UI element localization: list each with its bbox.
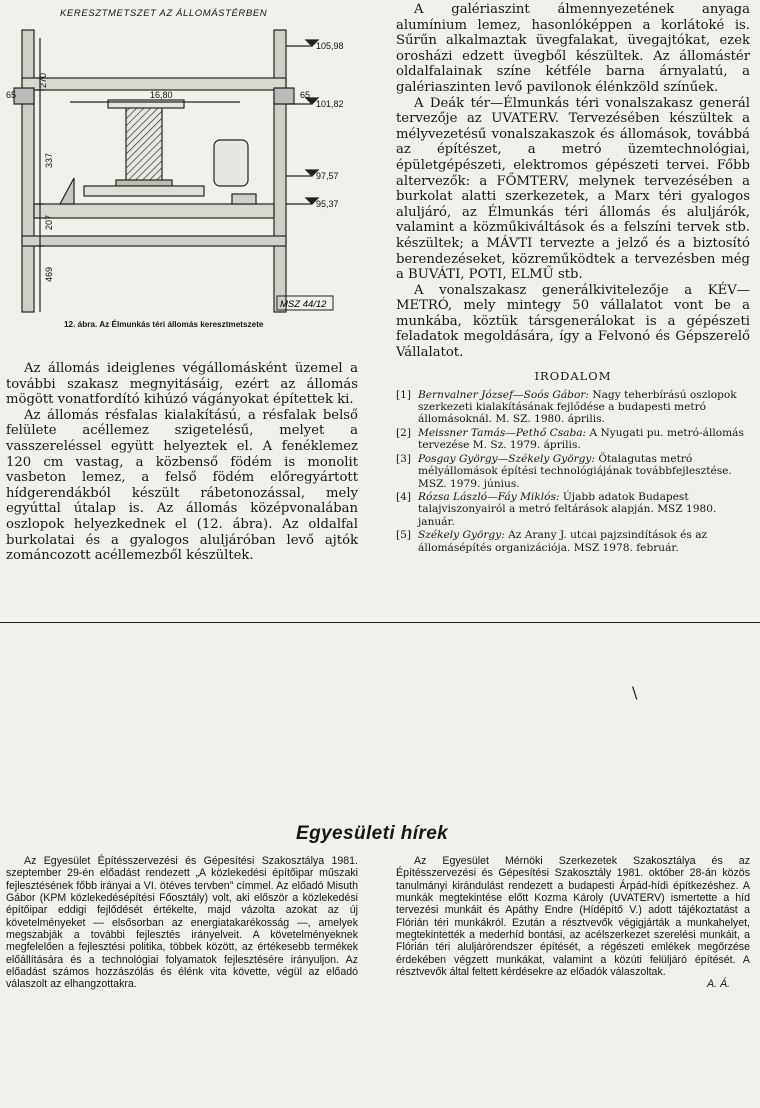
- central-column: [126, 104, 162, 184]
- left-paragraph-2: Az állomás résfalas kialakítású, a résfalak belső felülete acéllemez szigetelésű, melyet a vasszereléssel együtt helyeztek el. A fenéklemez 120 cm vastag, a közbenső födém is monolit vasbeton lemez, a felső födém előregyártott hídgerendákból készült rábetonozással, mely egyúttal útalap is. Az állomás középvonalában oszlopok helyezkednek el (12. ábra). Az oldalfal burkolatai és a gyalogos aluljáróban levő ajtók zománcozott acéllemezből készültek.: [6, 407, 358, 564]
- figure-code: MSZ 44/12: [280, 299, 327, 310]
- dim-337: 337: [44, 152, 54, 168]
- news-right-column: [396, 855, 750, 991]
- separator-mark: \: [632, 683, 638, 702]
- elevation-2: 101,82: [316, 99, 344, 109]
- bottom-slab: [22, 236, 286, 246]
- right-paragraph-2: A Deák tér—Élmunkás téri vonalszakasz generál tervezője az UVATERV. Tervezésében készültek a mélyvezetésű vonalszakaszok és állomások, továbbá az építészet, a metró üzemtechnológiai, épületgépészeti, elektromos gépészeti tervei. Főbb altervezők: a FŐMTERV, melynek tervezésében a burkolat alatti szerkezetek, a Marx téri gyalogos aluljáró, az Élmunkás téri állomás és aluljárók, valamint a közműkiváltások és a felszíni tervek stb. készültek; a MÁVTI tervezte a jelző és a biztosító berendezéseket, közreműködtek a tervezésben még a BUVÁTI, POTI, ELMŰ stb.: [396, 95, 750, 283]
- elevation-4: 95,37: [316, 199, 339, 209]
- left-paragraph-1: Az állomás ideiglenes végállomásként üzemel a további szakasz megnyitásáig, ezért az állomás mögött vonatfordító kihúzó vágányokat építettek ki.: [6, 361, 358, 408]
- left-column: [6, 361, 358, 564]
- right-wall: [274, 30, 286, 312]
- right-paragraph-3: A vonalszakasz generálkivitelezője a KÉV—METRÓ, mely mintegy 50 vállalatot vont be a munkába, köztük társgenerálokat is a gépészeti feladatok megoldására, így a Felvonó és Gépszerelő Vállalatot.: [396, 282, 750, 361]
- references-list: [396, 389, 750, 554]
- top-slab: [22, 78, 286, 90]
- intermediate-slab: [34, 204, 274, 218]
- figure-caption: 12. ábra. Az Élmunkás téri állomás keresztmetszete: [64, 320, 264, 329]
- section-title: Egyesületi hírek: [296, 823, 449, 844]
- right-column: [396, 2, 750, 555]
- reference-item: [5] Székely György: Az Arany J. utcai pajzsindítások és az állomásépítés organizációja. MSZ 1978. február.: [396, 529, 708, 554]
- elevation-3: 97,57: [316, 171, 339, 181]
- dim-469: 469: [44, 266, 54, 282]
- references-title: IRODALOM: [534, 368, 612, 383]
- right-paragraph-1: A galériaszint álmennyezetének anyaga alumínium lemez, hasonlóképpen a korlátoké is. Sűrűn alkalmaztak üvegfalakat, üvegajtókat, ezek orosházi edzett üvegből készültek. Az állomástér oldalfalainak színe kétféle barna árnyalatú, a galériaszinten levő pavilonok élénkzöld színűek.: [396, 2, 750, 95]
- dim-65-left: 65: [6, 90, 17, 100]
- left-wall: [22, 30, 34, 312]
- news-left-column: [6, 855, 358, 991]
- news-right-paragraph: Az Egyesület Mérnöki Szerkezetek Szakosztálya és az Építésszervezési és Gépesítési Szakosztály 1981. október 28-án közös tanulmányi kirándulást rendezett a budapesti Árpád-hídi építkezéshez. A munkák megtekintése előtt Kozma Károly (UVATERV) ismertette a híd tervezési munkáit és Apáthy Endre (Hídépítő V.) adott tájékoztatást a Flórián téri munkákról. Ezután a résztvevők végigjárták a munkahelyet, megtekintették a mederhíd bontási, az acélszerkezet szerelési munkáit, a Flórián téri aluljárórendszer építését, a régészeti emlékek megőrzése érdekében végzett munkákat, valamint a közúti felüljáró építését. A résztvevők által feltett kérdésekre az előadók válaszoltak.: [396, 855, 750, 979]
- reference-item: [1] Bernvalner József—Soós Gábor: Nagy teherbírású oszlopok szerkezeti kialakításának fejlődése a budapesti metró állomásoknál. M. SZ. 1980. április.: [396, 388, 737, 426]
- reference-item: [4] Rózsa László—Fáy Miklós: Újabb adatok Budapest talajviszonyairól a metró feltárások alapján. MSZ 1980. január.: [396, 490, 717, 528]
- cross-section-drawing: [0, 18, 345, 330]
- dim-270: 270: [38, 72, 48, 88]
- reference-item: [2] Meissner Tamás—Pethő Csaba: A Nyugati pu. metró-állomás tervezése M. Sz. 1979. április.: [396, 426, 744, 452]
- news-left-paragraph: Az Egyesület Építésszervezési és Gépesítési Szakosztálya 1981. szeptember 29-én előadást rendezett „A közlekedési építőipar műszaki fejlesztésének főbb irányai a VI. ötéves tervben” címmel. Az előadó Misuth Gábor (KPM közlekedésépítési Főosztály) volt, aki először a közlekedési építőipar eddigi fejlődését értékelte, majd vázolta azokat az új követelményeket — elsősorban az energiatakarékosság —, amelyek megszabják a további fejlesztés irányelveit. A követelményeknek megfelelően a fejlesztési politika, többek között, az értékesebb termékek előállítására és a technológiai folyamatok fejlesztésére irányuljon. Az előadást számos hozzászólás és élénk vita követte, végül az előadó válaszolt az elhangzottakra.: [6, 855, 358, 991]
- dim-span: 16,80: [150, 90, 173, 100]
- dim-207: 207: [44, 214, 54, 230]
- reference-item: [3] Posgay György—Székely György: Ötalagutas metró mélyállomások építési technológiájának továbbfejlesztése. MSZ. 1979. június.: [396, 452, 732, 490]
- elevation-1: 105,98: [316, 41, 344, 51]
- news-signature: A. Á.: [707, 978, 730, 991]
- dim-65-right: 65: [300, 90, 311, 100]
- page-divider: [0, 622, 760, 623]
- figure-title: KERESZTMETSZET AZ ÁLLOMÁSTÉRBEN: [60, 8, 268, 19]
- train-outline: [214, 140, 248, 186]
